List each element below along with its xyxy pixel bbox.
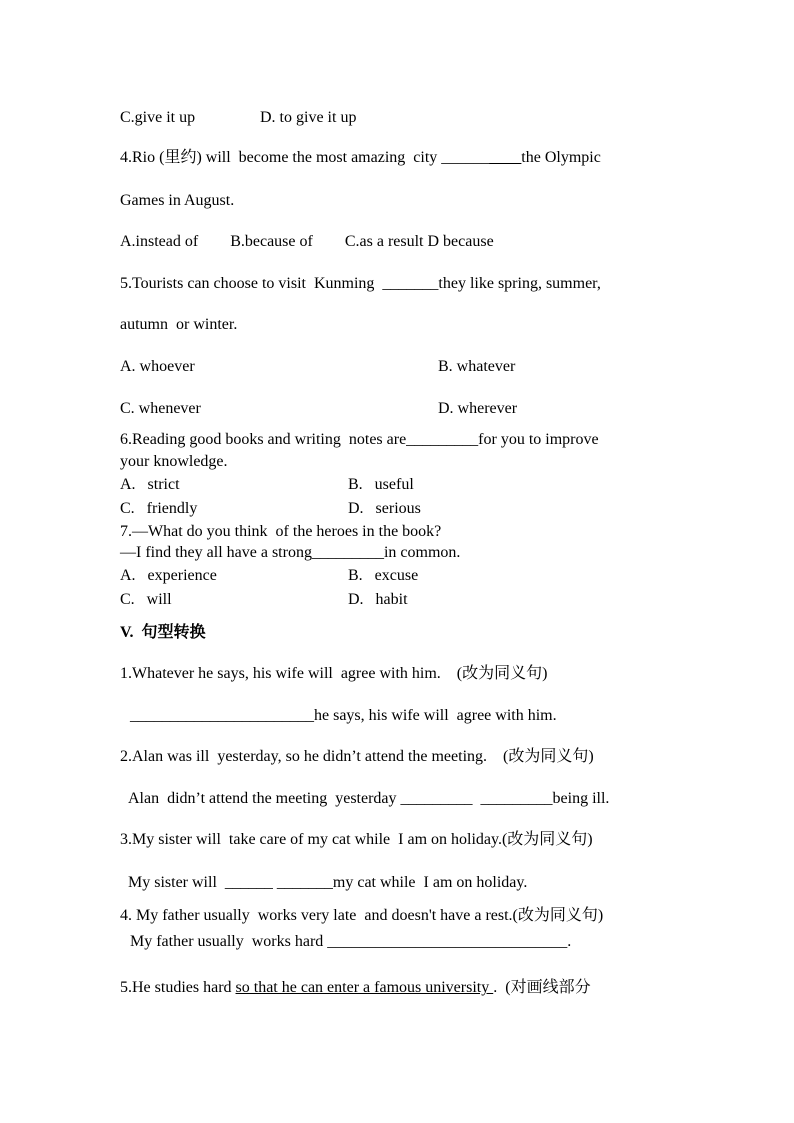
section-5-title: V. 句型转换 [120, 624, 206, 641]
q6-option-c: C. friendly [120, 500, 198, 517]
q5-option-d: D. wherever [438, 400, 518, 417]
t2-line2: Alan didn’t attend the meeting yesterday _________ _________being ill. [128, 790, 610, 807]
t2-line1: 2.Alan was ill yesterday, so he didn’t attend the meeting. (改为同义句) [120, 748, 594, 765]
q4-stem: 4.Rio (里约) will become the most amazing city ______ [120, 149, 490, 166]
q7-option-b: B. excuse [348, 567, 419, 584]
t5-underlined-part: so that he can enter a famous university [235, 979, 494, 996]
t4-line2: My father usually works hard ______________________________. [130, 933, 572, 950]
q6-option-b: B. useful [348, 476, 414, 493]
q4-line1 [120, 148, 601, 168]
q4-options: A.instead of B.because of C.as a result D because [120, 233, 494, 250]
q7-option-a: A. experience [120, 567, 217, 584]
q6-line2: your knowledge. [120, 453, 228, 470]
q5-option-b: B. whatever [438, 358, 516, 375]
q6-option-a: A. strict [120, 476, 180, 493]
q3-option-d: D. to give it up [260, 109, 357, 126]
t1-line1: 1.Whatever he says, his wife will agree with him. (改为同义句) [120, 665, 548, 682]
t5-head: 5.He studies hard [120, 979, 236, 996]
t5-line1 [120, 978, 591, 998]
q6-option-d: D. serious [348, 500, 421, 517]
t3-line1: 3.My sister will take care of my cat while I am on holiday.(改为同义句) [120, 831, 593, 848]
t3-line2: My sister will ______ _______my cat while I am on holiday. [128, 874, 528, 891]
q6-line1: 6.Reading good books and writing notes are_________for you to improve [120, 431, 599, 448]
t5-tail: . (对画线部分 [493, 979, 591, 996]
q5-option-c: C. whenever [120, 400, 201, 417]
t4-line1: 4. My father usually works very late and doesn't have a rest.(改为同义句) [120, 907, 604, 924]
q7-option-c: C. will [120, 591, 172, 608]
q7-option-d: D. habit [348, 591, 408, 608]
q4-stem-tail: the Olympic [521, 149, 601, 166]
q5-line1: 5.Tourists can choose to visit Kunming _______they like spring, summer, [120, 275, 601, 292]
q7-line1: 7.—What do you think of the heroes in the book? [120, 523, 442, 540]
q4-blank: ____ [489, 149, 522, 166]
q7-line2: —I find they all have a strong_________in common. [120, 544, 461, 561]
q3-option-c: C.give it up [120, 109, 196, 126]
q5-option-a: A. whoever [120, 358, 195, 375]
t1-line2: _______________________he says, his wife will agree with him. [130, 707, 557, 724]
q5-line2: autumn or winter. [120, 316, 238, 333]
q4-line2: Games in August. [120, 192, 235, 209]
